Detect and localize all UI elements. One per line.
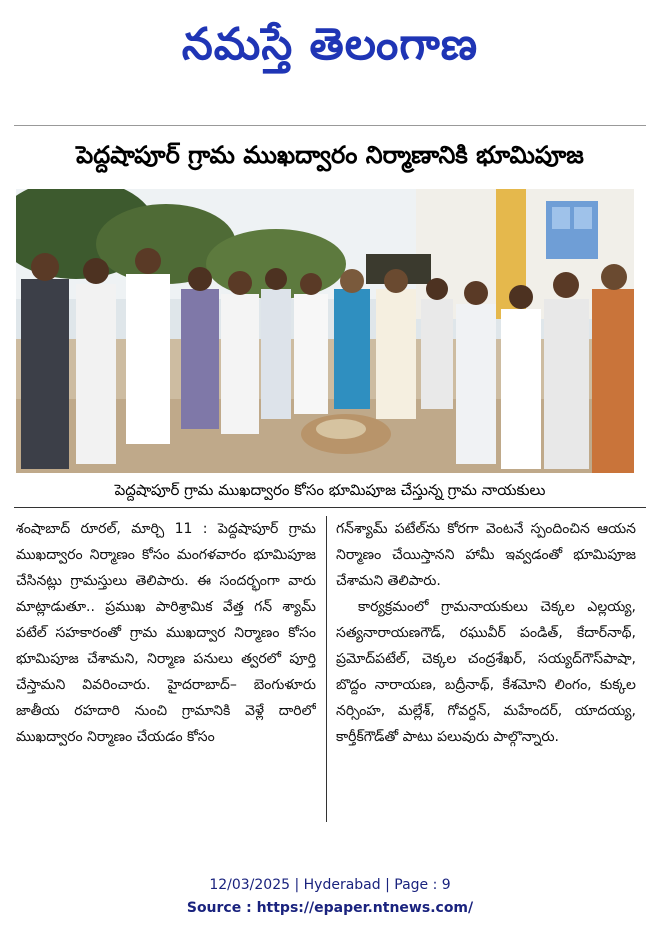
caption-rule bbox=[14, 507, 646, 508]
column-divider bbox=[326, 516, 327, 822]
masthead-title: నమస్తే తెలంగాణ bbox=[181, 19, 479, 70]
article-body-left: శంషాబాద్ రూరల్, మార్చి 11 : పెద్దషాపూర్ గ్రామ ముఖద్వారం నిర్మాణం కోసం మంగళవారం భూమిపూజ చేసినట్లు గ్రామస్తులు తెలిపారు. ఈ సందర్భంగా వారు మాట్లాడుతూ.. ప్రముఖ పారిశ్రామిక వేత్త గన్ శ్యామ్ పటేల్ సహకారంతో గ్రామ ముఖద్వార నిర్మాణం కోసం భూమిపూజ చేశామని, నిర్మాణ పనులు త్వరలో పూర్తి చేస్తామని వివరించారు. హైదరాబాద్– బెంగుళూరు జాతీయ రహదారి నుంచి గ్రామానికి వెళ్లే దారిలో ముఖద్వారం నిర్మాణం చేయడం కోసం bbox=[16, 521, 316, 745]
newspaper-masthead bbox=[0, 6, 660, 84]
ground-breaking-photo bbox=[16, 189, 634, 473]
article-body-right-paragraph-1: గన్‌శ్యామ్ పటేల్‌ను కోరగా వెంటనే స్పందించిన ఆయన నిర్మాణం చేయిస్తానని హామీ ఇవ్వడంతో భూమిపూజ చేశామని తెలిపారు. bbox=[336, 521, 636, 589]
article-body-right-paragraph-2: కార్యక్రమంలో గ్రామనాయకులు చెక్కల ఎల్లయ్య, సత్యనారాయణగౌడ్, రఘువీర్ పండిత్, కేదార్‌నాథ్, ప్రమోద్‌పటేల్, చెక్కల చంద్రశేఖర్, సయ్యద్‌గౌస్‌పాషా, బొద్దం నారాయణ, బద్రీనాథ్, కేశమోని లింగం, కుక్కల నర్సింహ, మల్లేశ్, గోవర్దన్, మహేందర్, యాదయ్య, కార్తీక్‌గౌడ్‌తో పాటు పలువురు పాల్గొన్నారు. bbox=[336, 599, 636, 745]
article-column-right bbox=[336, 516, 636, 828]
article-column-left bbox=[16, 516, 316, 828]
article-headline: పెద్దషాపూర్ గ్రామ ముఖద్వారం నిర్మాణానికి భూమిపూజ bbox=[76, 141, 584, 169]
article-photo bbox=[16, 189, 634, 473]
footer-date-page: 12/03/2025 | Hyderabad | Page : 9 bbox=[209, 877, 451, 893]
headline-top-rule bbox=[14, 125, 646, 126]
photo-caption: పెద్దషాపూర్ గ్రామ ముఖద్వారం కోసం భూమిపూజ చేస్తున్న గ్రామ నాయకులు bbox=[114, 481, 546, 499]
footer-source-link[interactable]: Source : https://epaper.ntnews.com/ bbox=[186, 900, 474, 916]
